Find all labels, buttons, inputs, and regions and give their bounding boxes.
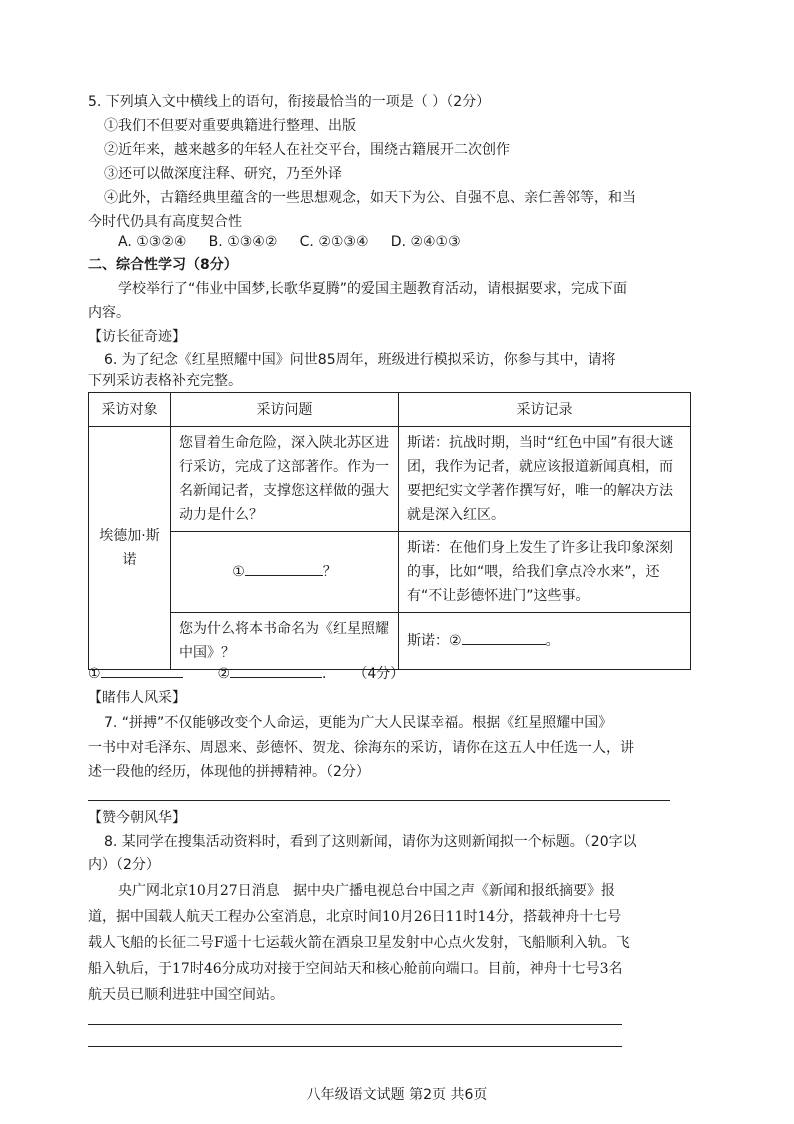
q5-sentence-4b: 今时代仍具有高度契合性 xyxy=(88,214,242,230)
section2-intro-a: 学校举行了“伟业中国梦,长歌华夏腾”的爱国主题教育活动，请根据要求，完成下面 xyxy=(118,281,627,297)
header-target: 采访对象 xyxy=(89,393,171,427)
record-1: 斯诺：抗战时期，当时“红色中国”有很大谜团，我作为记者，就应该报道新闻真相，而要把纪实文学著作撰写好，唯一的解决方法就是深入红区。 xyxy=(399,427,691,532)
q7-answer-line[interactable] xyxy=(88,800,670,801)
header-question: 采访问题 xyxy=(171,393,399,427)
answer-end: . xyxy=(322,666,327,682)
q6-text-a: 6. 为了纪念《红星照耀中国》问世85周年，班级进行模拟采访，你参与其中，请将 xyxy=(104,352,616,368)
interview-target-cell xyxy=(89,427,171,670)
part2-header: 【睹伟人风采】 xyxy=(88,690,186,706)
table-row xyxy=(89,427,691,532)
news-line-5: 航天员已顺利进驻中国空间站。 xyxy=(88,987,284,1003)
answer-1-label: ① xyxy=(88,666,101,682)
q8-text-b: 内）（2分） xyxy=(88,857,160,873)
answer-1-blank[interactable] xyxy=(101,677,183,678)
part3-header: 【赞今朝风华】 xyxy=(88,810,186,826)
answer-2-label: ② xyxy=(217,666,231,682)
q8-answer-line-2[interactable] xyxy=(88,1046,622,1047)
answer-line xyxy=(88,664,404,684)
header-record: 采访记录 xyxy=(399,393,691,427)
news-line-3: 载人飞船的长征二号F遥十七运载火箭在酒泉卫星发射中心点火发射，飞船顺利入轨。飞 xyxy=(88,935,630,951)
question-1: 您冒着生命危险，深入陕北苏区进行采访，完成了这部著作。作为一名新闻记者，支撑您这样做的强大动力是什么？ xyxy=(171,427,399,532)
table-header-row xyxy=(89,393,691,427)
q7-text-c: 述一段他的经历，体现他的拼搏精神。（2分） xyxy=(88,764,370,780)
q5-sentence-2: ②近年来，越来越多的年轻人在社交平台，围绕古籍展开二次创作 xyxy=(104,142,510,158)
interview-target: 埃德加·斯诺 xyxy=(99,528,160,568)
question-2-blank[interactable] xyxy=(245,575,323,576)
q7-text-b: 一书中对毛泽东、周恩来、彭德怀、贺龙、徐海东的采访，请你在这五人中任选一人，讲 xyxy=(88,740,634,756)
q5-stem: 5. 下列填入文中横线上的语句，衔接最恰当的一项是（ ）（2分） xyxy=(88,94,491,110)
answer-2-blank[interactable] xyxy=(230,677,322,678)
news-line-2: 道，据中国载人航天工程办公室消息，北京时间10月26日11时14分，搭载神舟十七号 xyxy=(88,909,622,925)
question-2-cell xyxy=(171,532,399,613)
q5-sentence-3: ③还可以做深度注释、研究，乃至外译 xyxy=(104,166,342,182)
q5-sentence-4a: ④此外，古籍经典里蕴含的一些思想观念，如天下为公、自强不息、亲仁善邻等，和当 xyxy=(104,190,636,206)
q5-sentence-1: ①我们不但要对重要典籍进行整理、出版 xyxy=(104,118,356,134)
table-row xyxy=(89,532,691,613)
section2-intro-b: 内容。 xyxy=(88,305,130,321)
news-line-4: 船入轨后，于17时46分成功对接于空间站天和核心舱前向端口。目前，神舟十七号3名 xyxy=(88,961,623,977)
section2-title: 二、综合性学习（8分） xyxy=(88,257,238,273)
page-footer: 八年级语文试题 第2页 共6页 xyxy=(306,1087,488,1103)
q8-answer-line-1[interactable] xyxy=(88,1024,622,1025)
q8-text-a: 8. 某同学在搜集活动资料时，看到了这则新闻，请你为这则新闻拟一个标题。（20字以 xyxy=(104,834,637,850)
interview-table xyxy=(88,392,691,670)
record-3-suffix: 。 xyxy=(545,633,560,649)
q7-text-a: 7. “拼搏”不仅能够改变个人命运，更能为广大人民谋幸福。根据《红星照耀中国》 xyxy=(104,715,613,731)
question-2-prefix: ① xyxy=(232,564,245,580)
record-3-prefix: 斯诺：② xyxy=(407,633,462,649)
answer-score: （4分） xyxy=(353,666,405,682)
record-3-cell xyxy=(399,613,691,670)
record-2: 斯诺：在他们身上发生了许多让我印象深刻的事，比如“喂，给我们拿点冷水来”，还有“不让彭德怀进门”这些事。 xyxy=(399,532,691,613)
table-row xyxy=(89,613,691,670)
q6-text-b: 下列采访表格补充完整。 xyxy=(88,373,242,389)
news-line-1: 央广网北京10月27日消息 据中央广播电视总台中国之声《新闻和报纸摘要》报 xyxy=(118,883,615,899)
record-3-blank[interactable] xyxy=(462,644,546,645)
question-3: 您为什么将本书命名为《红星照耀中国》？ xyxy=(171,613,399,670)
q5-options: A. ①③②④ B. ①③④② C. ②①③④ D. ②④①③ xyxy=(118,234,461,250)
part1-header: 【访长征奇迹】 xyxy=(88,329,186,345)
question-2-suffix: ？ xyxy=(322,564,337,580)
